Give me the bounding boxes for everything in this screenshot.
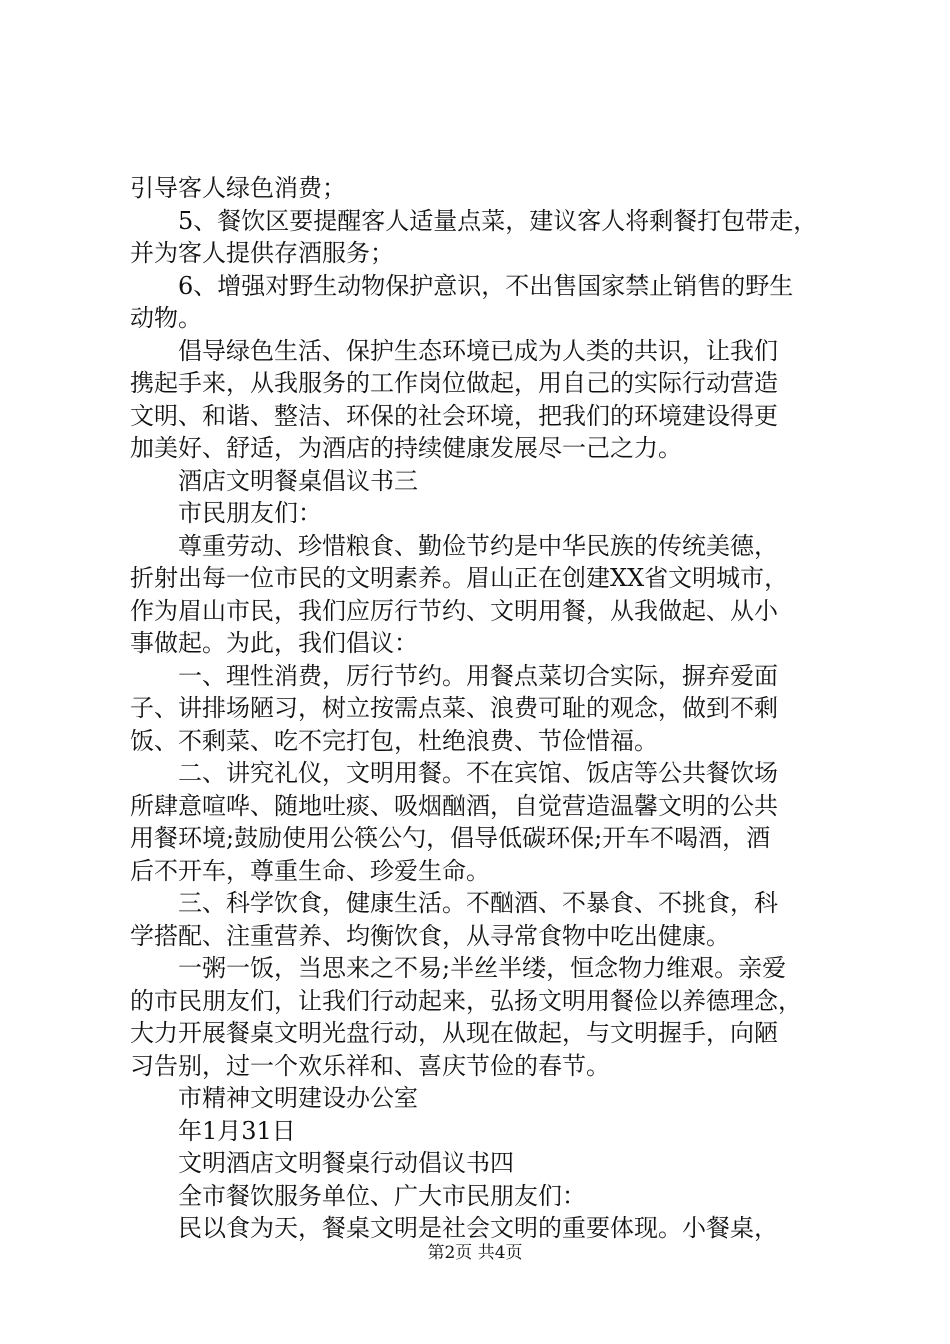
text-line: 一粥一饭，当思来之不易;半丝半缕，恒念物力维艰。亲爱 [178,954,787,982]
document-body [130,172,835,1245]
text-line: 尊重劳动、珍惜粮食、勤俭节约是中华民族的传统美德， [178,531,778,560]
text-line: 所肆意喧哗、随地吐痰、吸烟酗酒，自觉营造温馨文明的公共 [130,791,778,820]
text-line: 6、增强对野生动物保护意识，不出售国家禁止销售的野生 [178,271,794,300]
text-line: 学搭配、注重营养、均衡饮食，从寻常食物中吃出健康。 [130,921,730,950]
text-line: 子、讲排场陋习，树立按需点菜、浪费可耻的观念，做到不剩 [130,694,778,722]
text-line: 并为客人提供存酒服务； [130,239,394,267]
text-line: 用餐环境;鼓励使用公筷公勺，倡导低碳环保;开车不喝酒，酒 [130,824,771,852]
text-line: 三、科学饮食，健康生活。不酗酒、不暴食、不挑食，科 [178,889,778,917]
text-line: 民以食为天，餐桌文明是社会文明的重要体现。小餐桌， [178,1214,778,1242]
text-line: 市精神文明建设办公室 [178,1084,418,1112]
text-line: 市民朋友们： [178,499,322,527]
text-line: 大力开展餐桌文明光盘行动，从现在做起，与文明握手，向陋 [130,1019,778,1047]
text-line: 5、餐饮区要提醒客人适量点菜，建议客人将剩餐打包带走， [178,206,818,235]
text-line: 全市餐饮服务单位、广大市民朋友们： [178,1181,586,1210]
text-line: 文明酒店文明餐桌行动倡议书四 [178,1149,514,1177]
text-line: 二、讲究礼仪，文明用餐。不在宾馆、饭店等公共餐饮场 [178,759,778,787]
page-footer: 第2页 共4页 [427,1243,523,1263]
text-line: 年1月31日 [178,1116,296,1145]
text-line: 酒店文明餐桌倡议书三 [178,466,418,495]
text-line: 饭、不剩菜、吃不完打包，杜绝浪费、节俭惜福。 [130,726,658,755]
text-line: 加美好、舒适，为酒店的持续健康发展尽一己之力。 [130,434,682,462]
text-line: 文明、和谐、整洁、环保的社会环境，把我们的环境建设得更 [130,401,778,430]
text-line: 的市民朋友们，让我们行动起来，弘扬文明用餐俭以养德理念， [130,986,802,1015]
text-line: 引导客人绿色消费； [130,174,346,202]
text-line: 折射出每一位市民的文明素养。眉山正在创建XX省文明城市， [130,564,789,592]
text-line: 习告别，过一个欢乐祥和、喜庆节俭的春节。 [130,1051,610,1080]
text-line: 作为眉山市民，我们应厉行节约、文明用餐，从我做起、从小 [130,596,778,625]
text-line: 动物。 [130,304,202,332]
text-line: 倡导绿色生活、保护生态环境已成为人类的共识，让我们 [178,336,778,365]
text-line: 事做起。为此，我们倡议： [130,629,418,657]
text-line: 后不开车，尊重生命、珍爱生命。 [130,856,490,885]
text-line: 携起手来，从我服务的工作岗位做起，用自己的实际行动营造 [130,369,778,397]
text-line: 一、理性消费，厉行节约。用餐点菜切合实际，摒弃爱面 [178,661,778,690]
